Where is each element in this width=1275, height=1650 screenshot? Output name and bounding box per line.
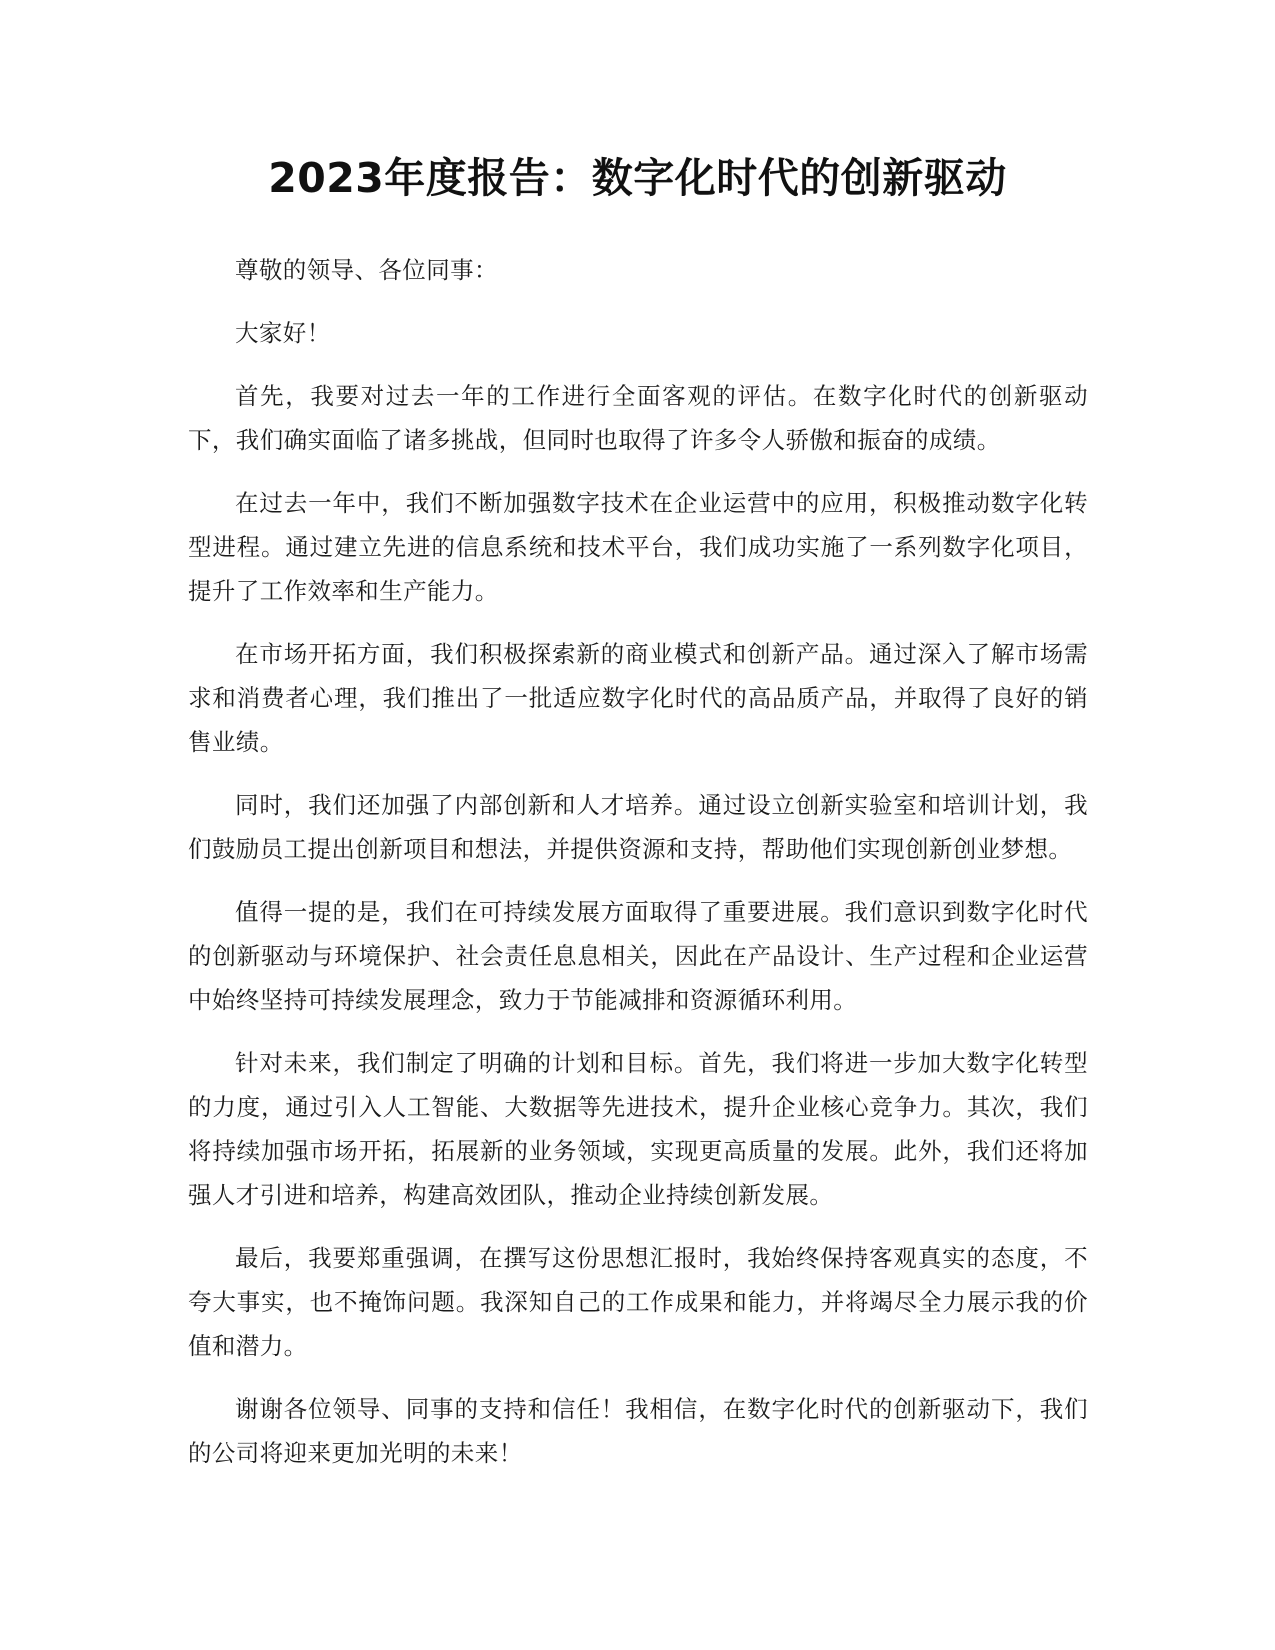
paragraph-closing-statement: 最后，我要郑重强调，在撰写这份思想汇报时，我始终保持客观真实的态度，不夸大事实，也不掩饰问题。我深知自己的工作成果和能力，并将竭尽全力展示我的价值和潜力。 — [188, 1244, 1088, 1360]
paragraph-market-expansion: 在市场开拓方面，我们积极探索新的商业模式和创新产品。通过深入了解市场需求和消费者心理，我们推出了一批适应数字化时代的高品质产品，并取得了良好的销售业绩。 — [188, 640, 1088, 756]
document-title: 2023年度报告：数字化时代的创新驱动 — [268, 154, 1007, 202]
paragraph-evaluation: 首先，我要对过去一年的工作进行全面客观的评估。在数字化时代的创新驱动下，我们确实面临了诸多挑战，但同时也取得了许多令人骄傲和振奋的成绩。 — [188, 382, 1088, 454]
document-body — [188, 248, 1088, 1494]
paragraph-talent-innovation: 同时，我们还加强了内部创新和人才培养。通过设立创新实验室和培训计划，我们鼓励员工提出创新项目和想法，并提供资源和支持，帮助他们实现创新创业梦想。 — [188, 791, 1088, 863]
paragraph-thanks: 谢谢各位领导、同事的支持和信任！我相信，在数字化时代的创新驱动下，我们的公司将迎来更加光明的未来！ — [188, 1395, 1088, 1467]
paragraph-greeting: 大家好！ — [235, 319, 331, 347]
paragraph-sustainability: 值得一提的是，我们在可持续发展方面取得了重要进展。我们意识到数字化时代的创新驱动与环境保护、社会责任息息相关，因此在产品设计、生产过程和企业运营中始终坚持可持续发展理念，致力于节能减排和资源循环利用。 — [188, 898, 1088, 1014]
paragraph-salutation: 尊敬的领导、各位同事： — [235, 256, 498, 284]
paragraph-future-plans: 针对未来，我们制定了明确的计划和目标。首先，我们将进一步加大数字化转型的力度，通过引入人工智能、大数据等先进技术，提升企业核心竞争力。其次，我们将持续加强市场开拓，拓展新的业务领域，实现更高质量的发展。此外，我们还将加强人才引进和培养，构建高效团队，推动企业持续创新发展。 — [188, 1049, 1088, 1209]
paragraph-digital-transformation: 在过去一年中，我们不断加强数字技术在企业运营中的应用，积极推动数字化转型进程。通过建立先进的信息系统和技术平台，我们成功实施了一系列数字化项目，提升了工作效率和生产能力。 — [188, 489, 1088, 605]
